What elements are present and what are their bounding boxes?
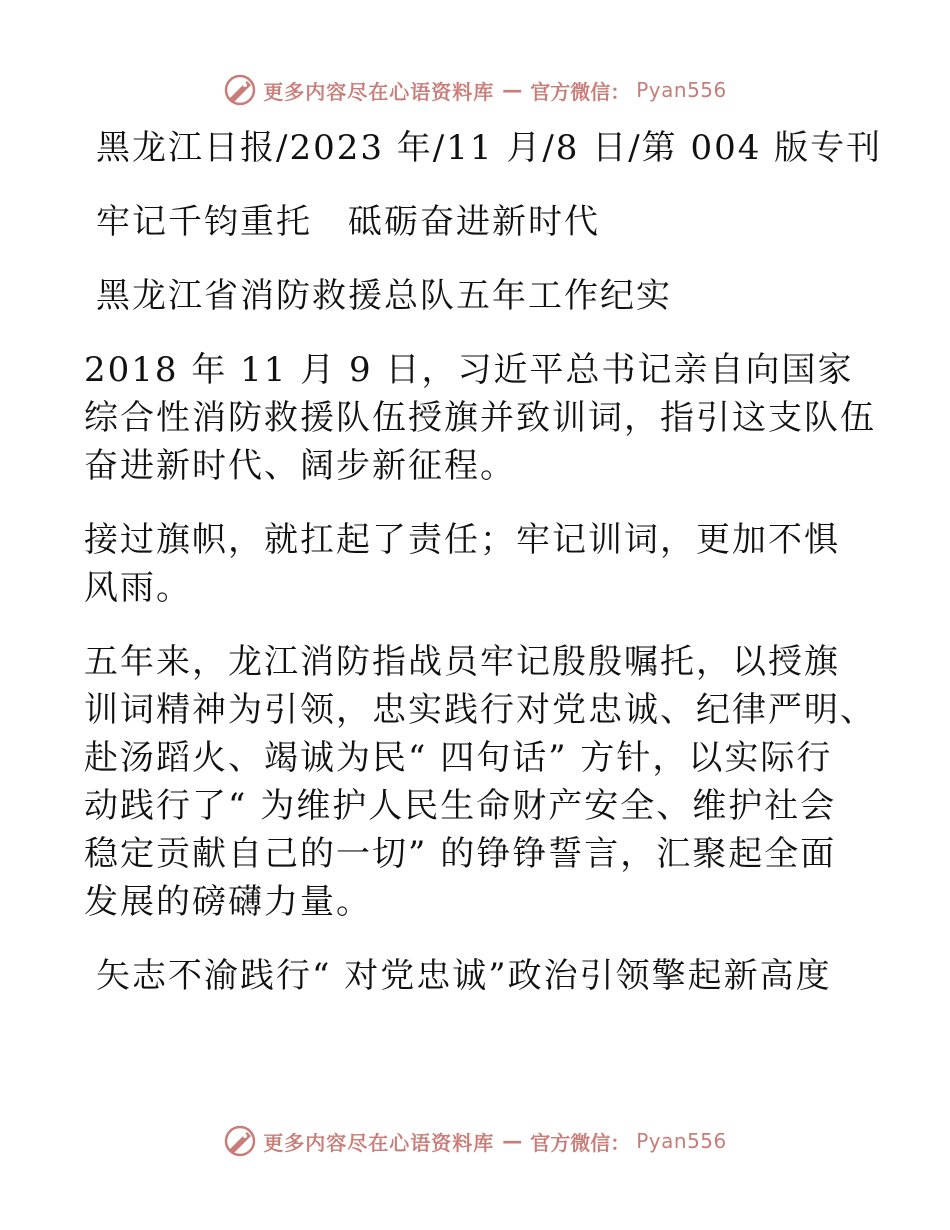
section-heading: 矢志不渝践行“ 对党忠诚”政治引领擎起新高度 [96, 956, 832, 996]
watermark-main-text: 更多内容尽在心语资料库 [263, 79, 495, 104]
paragraph-line: 接过旗帜，就扛起了责任；牢记训词，更加不惧 [84, 520, 840, 560]
paragraph-2 [84, 516, 856, 612]
paragraph-line: 动践行了“ 为维护人民生命财产安全、维护社会 [84, 786, 837, 826]
paragraph-line: 发展的磅礴力量。 [84, 882, 372, 922]
article-subtitle: 黑龙江省消防救援总队五年工作纪实 [96, 276, 672, 316]
paragraph-3 [84, 638, 876, 926]
pen-logo-icon [223, 73, 257, 107]
paragraph-line: 2018 年 11 月 9 日，习近平总书记亲自向国家 [84, 350, 854, 390]
article-title: 牢记千钧重托 砥砺奋进新时代 [96, 202, 600, 242]
paragraph-line: 奋进新时代、阔步新征程。 [84, 446, 516, 486]
paragraph-1 [84, 346, 876, 490]
watermark-code: Pyan556 [636, 78, 727, 102]
paragraph-line: 五年来，龙江消防指战员牢记殷殷嘱托，以授旗 [84, 642, 840, 682]
watermark-dash: — [502, 78, 523, 102]
watermark-bottom [0, 1121, 950, 1161]
paragraph-line: 训词精神为引领，忠实践行对党忠诚、纪律严明、 [84, 690, 876, 730]
watermark-top [0, 70, 950, 110]
watermark-label: 官方微信： [530, 79, 631, 104]
watermark-code: Pyan556 [636, 1129, 727, 1153]
watermark-label: 官方微信： [530, 1130, 631, 1155]
watermark-dash: — [502, 1129, 523, 1153]
pen-logo-icon [223, 1124, 257, 1158]
dateline: 黑龙江日报/2023 年/11 月/8 日/第 004 版专刊 [96, 128, 883, 168]
watermark-main-text: 更多内容尽在心语资料库 [263, 1130, 495, 1155]
paragraph-line: 稳定贡献自己的一切” 的铮铮誓言，汇聚起全面 [84, 834, 837, 874]
paragraph-line: 风雨。 [84, 568, 192, 608]
paragraph-line: 综合性消防救援队伍授旗并致训词，指引这支队伍 [84, 398, 876, 438]
article-body [84, 122, 883, 1000]
paragraph-line: 赴汤蹈火、竭诚为民“ 四句话” 方针，以实际行 [84, 738, 833, 778]
